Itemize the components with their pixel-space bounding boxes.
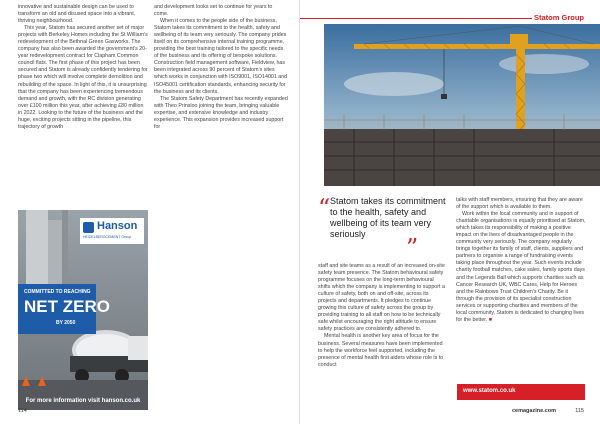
left-column-2 (154, 4, 288, 131)
hanson-logo-mark (83, 222, 94, 233)
paragraph: When it comes to the people side of the business, Statom takes its commitment to the health, safety and wellbeing of its team very seriously. The company prides itself on its comprehensive internal training programme, providing the best training tailored to the specific needs of the business and its offering of bespoke solutions. Construction field management software, Fieldview, has been integrated across 90 percent of Statom’s sites which works in conjunction with ISO9001, ISO14001 and ISO45001 certification standards, enhancing security for the business and its clients. (154, 18, 288, 95)
paragraph (456, 211, 586, 324)
paragraph: staff and site teams as a result of an increased on-site safety team presence. The Statom behavioural safety programme focuses on the long-term behavioural shifts which the company is implementing to support a culture of safety, both on and off-site, across its projects and departments. It pledges to continue growing this culture of safety across the group by providing training to all staff on how to be technically safe whilst encouraging the right attitude to ensure safety practices are consistently adhered to. (318, 263, 445, 333)
left-page-number: 114 (18, 408, 27, 414)
hanson-logo-text: Hanson (97, 220, 138, 232)
paragraph: talks with staff members, ensuring that they are aware of the support which is available to them. (456, 197, 583, 211)
close-quote-icon: ” (406, 234, 419, 262)
net-zero-banner (18, 284, 110, 334)
header-rule (300, 18, 532, 19)
footer-site[interactable]: cemagazine.com (511, 408, 556, 414)
pull-quote-text: Statom takes its commitment to the health, safety and wellbeing of its team very seriously (330, 196, 446, 239)
paragraph: innovative and sustainable design can be used to transform an old and disused space into a vibrant, thriving neighbourhood. (18, 4, 136, 25)
end-of-article-icon: ■ (488, 316, 492, 323)
website-button[interactable] (457, 384, 585, 400)
left-column-1 (18, 4, 148, 131)
hanson-advert[interactable] (18, 210, 148, 410)
paragraph: This year, Statom has secured another set of major projects with Berkeley Homes including the St William’s redevelopment of the Bethnal Green Gasworks. The company has also been awarded the government’s 20-year redevelopment contract for Clapham Common council flats. The first phase of this project has been secured and Statom is already confidently tendering for phase two which will involve complete demolition and rebuilding of the space. In light of this, it is unsurprising that the company has been experiencing tremendous demand and growth, with the RC division generating over £100 million this year, after achieving £80 million in 2022. Looking to the future of the business and the huge, exciting projects sitting in the pipeline, this trajectory of growth (18, 25, 148, 130)
right-column-1 (318, 263, 447, 369)
net-zero-intro: COMMITTED TO REACHING (24, 289, 91, 295)
net-zero-title: NET ZERO (24, 297, 110, 316)
paragraph-text: Work within the local community and in support of charitable organisations is equally prioritised at Statom, which takes its responsibility of making a positive impact on the lives of disadvantaged people in the community very seriously. The company regularly brings together its family of staff, clients, suppliers and partners to organise a range of fundraising events taking place throughout the year. Such events include charity football matches, cake sales, family sports days and the Legends Ball which supports charities such as Cancer Research UK, WBC Cares, Help for Heroes and the Rainbows Trust Children’s Charity. Be it through the provision of its specialist construction services or supporting charities and members of the local community, Statom is dedicated to changing lives for the better. (456, 211, 586, 323)
net-zero-year: BY 2050 (56, 320, 76, 326)
paragraph: Mental health is another key area of focus for the business. Several measures have been implemented to help the workforce feel supported, including the presence of mental health first aiders whose role is to conduct (318, 333, 444, 368)
pull-quote (318, 194, 446, 262)
advert-footer[interactable]: For more information visit hanson.co.uk (25, 398, 141, 404)
construction-photo (324, 24, 600, 186)
right-page (300, 0, 600, 424)
right-page-number: 115 (575, 408, 584, 414)
right-column-2 (456, 197, 586, 324)
hanson-logo (80, 218, 144, 244)
paragraph: The Statom Safety Department has recently expanded with Theo Prinsloo joining the team, bringing valuable expertise, and extensive knowledge and industry experience. This expansion provides increased support for (154, 95, 288, 130)
open-quote-icon: “ (318, 194, 331, 222)
brand-name: Statom Group (534, 13, 584, 22)
paragraph: and development looks set to continue for years to come. (154, 4, 273, 18)
website-link[interactable]: www.statom.co.uk (463, 388, 516, 394)
hanson-logo-subtext: HEIDELBERGCEMENT Group (83, 235, 131, 239)
